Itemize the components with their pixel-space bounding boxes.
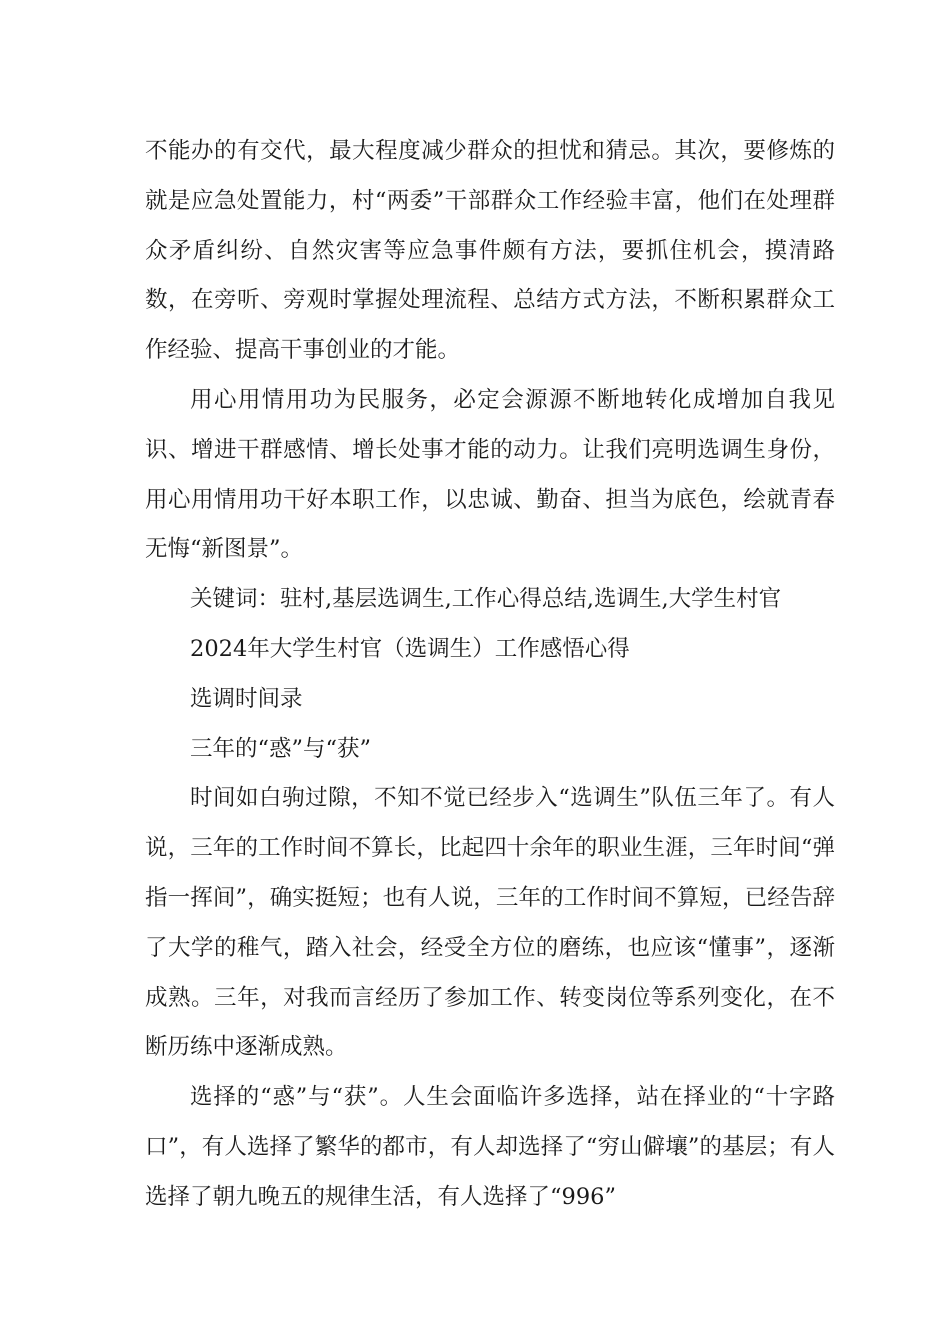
paragraph-1: 不能办的有交代，最大程度减少群众的担忧和猜忌。其次，要修炼的就是应急处置能力，村“两委”干部群众工作经验丰富，他们在处理群众矛盾纠纷、自然灾害等应急事件颇有方法，要抓住机会，摸清路数，在旁听、旁观时掌握处理流程、总结方式方法，不断积累群众工作经验、提高干事创业的才能。 [145, 138, 835, 364]
paragraph-3: 时间如白驹过隙，不知不觉已经步入“选调生”队伍三年了。有人说，三年的工作时间不算长，比起四十余年的职业生涯，三年时间“弹指一挥间”，确实挺短；也有人说，三年的工作时间不算短，已经告辞了大学的稚气，踏入社会，经受全方位的磨练，也应该“懂事”，逐渐成熟。三年，对我而言经历了参加工作、转变岗位等系列变化，在不断历练中逐渐成熟。 [145, 785, 835, 1061]
keywords-line: 关键词：驻村,基层选调生,工作心得总结,选调生,大学生村官 [190, 586, 782, 613]
paragraph-2: 用心用情用功为民服务，必定会源源不断地转化成增加自我见识、增进干群感情、增长处事才能的动力。让我们亮明选调生身份，用心用情用功干好本职工作，以忠诚、勤奋、担当为底色，绘就青春无悔“新图景”。 [145, 386, 835, 563]
article-title: 2024年大学生村官（选调生）工作感悟心得 [190, 635, 630, 662]
document-body [145, 127, 835, 1223]
section-subtitle: 三年的“惑”与“获” [190, 735, 372, 762]
section-label: 选调时间录 [190, 685, 303, 712]
paragraph-4: 选择的“惑”与“获”。人生会面临许多选择，站在择业的“十字路口”，有人选择了繁华的都市，有人却选择了“穷山僻壤”的基层；有人选择了朝九晚五的规律生活，有人选择了“996” [145, 1084, 835, 1210]
